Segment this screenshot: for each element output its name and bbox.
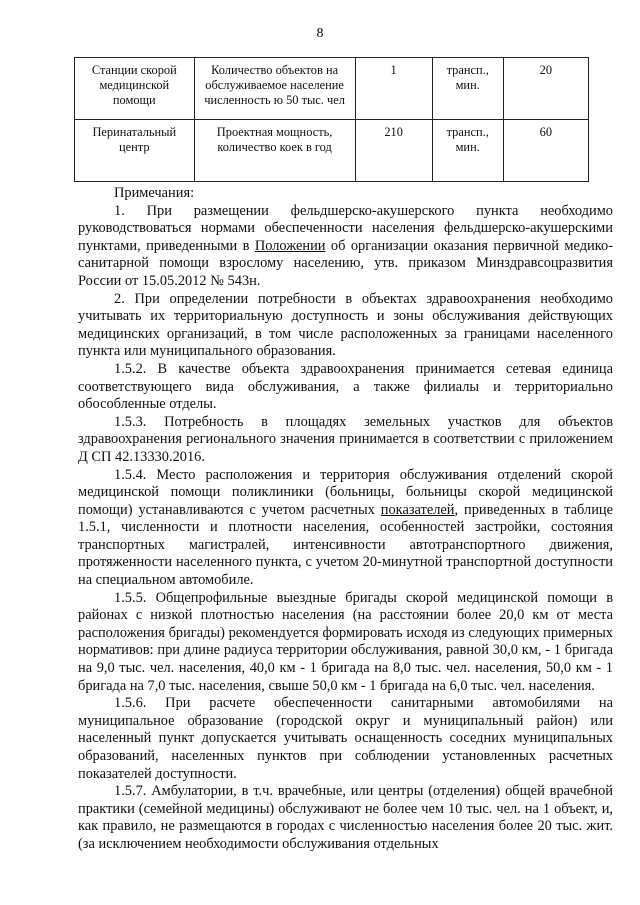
value-cell: 1 xyxy=(355,58,432,120)
indicator-cell: Проектная мощность, количество коек в год xyxy=(194,120,355,182)
notes-heading: Примечания: xyxy=(114,185,195,201)
paragraph-1-5-4-text: 1.5.4. Место расположения и территория обслуживания отделений скорой медицинской помощи поликлиники (больницы, больницы скорой медицинской помощи) устанавливаются с учетом расчетных xyxy=(78,466,613,518)
access-type-cell: трансп., мин. xyxy=(432,58,503,120)
facility-name-cell: Перинатальный центр xyxy=(75,120,195,182)
value-cell: 210 xyxy=(355,120,432,182)
paragraph-1-5-7: 1.5.7. Амбулатории, в т.ч. врачебные, или центры (отделения) общей врачебной практики (семейной медицины) обслуживают не более чем 10 тыс. чел. на 1 объект, и, как правило, не размещаются в городах с численностью населения более 20 тыс. жит. (за исключением необходимости обслуживания отдельных xyxy=(78,783,613,852)
facility-name-cell: Станции скорой медицинской помощи xyxy=(75,58,195,120)
document-body xyxy=(78,185,613,854)
paragraph-1-5-4 xyxy=(78,467,613,590)
norms-table xyxy=(74,57,589,182)
note-1-text: 1. При размещении фельдшерско-акушерского пункта необходимо руководствоваться нормами обеспеченности населения фельдшерско-акушерскими пунктами, приведенными в xyxy=(78,202,613,254)
paragraph-1-5-4-text-end: , приведенных в таблице 1.5.1, численности и плотности населения, особенностей застройки, состояния транспортных магистралей, интенсивности автотранспортного движения, протяженности населенного пункта, с учетом 20-минутной транспортной доступности на специальном автомобиле. xyxy=(78,501,613,589)
paragraph-1-5-6: 1.5.6. При расчете обеспеченности санитарными автомобилями на муниципальное образование (городской округ и муниципальный район) или населенный пункт допускается учитывать оснащенность соседних муниципальных образований, населенных пунктов при соблюдении установленных расчетных показателей доступности. xyxy=(78,695,613,782)
paragraph-1-5-3: 1.5.3. Потребность в площадях земельных участков для объектов здравоохранения регионального значения принимается в соответствии с приложением Д СП 42.13330.2016. xyxy=(78,413,613,465)
paragraph-1-5-5: 1.5.5. Общепрофильные выездные бригады скорой медицинской помощи в районах с низкой плотностью населения (на расстоянии более 20,0 км от места расположения бригады) рекомендуется формировать исходя из следующих примерных нормативов: при длине радиуса территории обслуживания, равной 30,0 км, - 1 бригада на 9,0 тыс. чел. населения, 40,0 км - 1 бригада на 8,0 тыс. чел. населения, 50,0 км - 1 бригада на 7,0 тыс. населения, свыше 50,0 км - 1 бригада на 6,0 тыс. чел. населения. xyxy=(78,589,613,694)
regulation-link[interactable]: Положении xyxy=(254,237,326,254)
note-1-text-end: об организации оказания первичной медико-санитарной помощи взрослому населению, утв. приказом Минздравсоцразвития России от 15.05.2012 № 543н. xyxy=(78,237,613,289)
note-1 xyxy=(78,203,613,291)
note-2: 2. При определении потребности в объектах здравоохранения необходимо учитывать их территориальную доступность и зоны обслуживания действующих медицинских организаций, в том числе расположенных за границами населенного пункта или муниципального образования. xyxy=(78,290,613,360)
table-row xyxy=(75,58,589,120)
indicator-cell: Количество объектов на обслуживаемое население численность ю 50 тыс. чел xyxy=(194,58,355,120)
access-value-cell: 60 xyxy=(503,120,588,182)
indicators-link[interactable]: показателей xyxy=(380,501,455,518)
paragraph-1-5-2: 1.5.2. В качестве объекта здравоохранения принимается сетевая единица соответствующего вида обслуживания, а также филиалы и территориально обособленные отделы. xyxy=(78,360,613,413)
table-row xyxy=(75,120,589,182)
access-value-cell: 20 xyxy=(503,58,588,120)
page-number: 8 xyxy=(316,26,324,41)
access-type-cell: трансп., мин. xyxy=(432,120,503,182)
